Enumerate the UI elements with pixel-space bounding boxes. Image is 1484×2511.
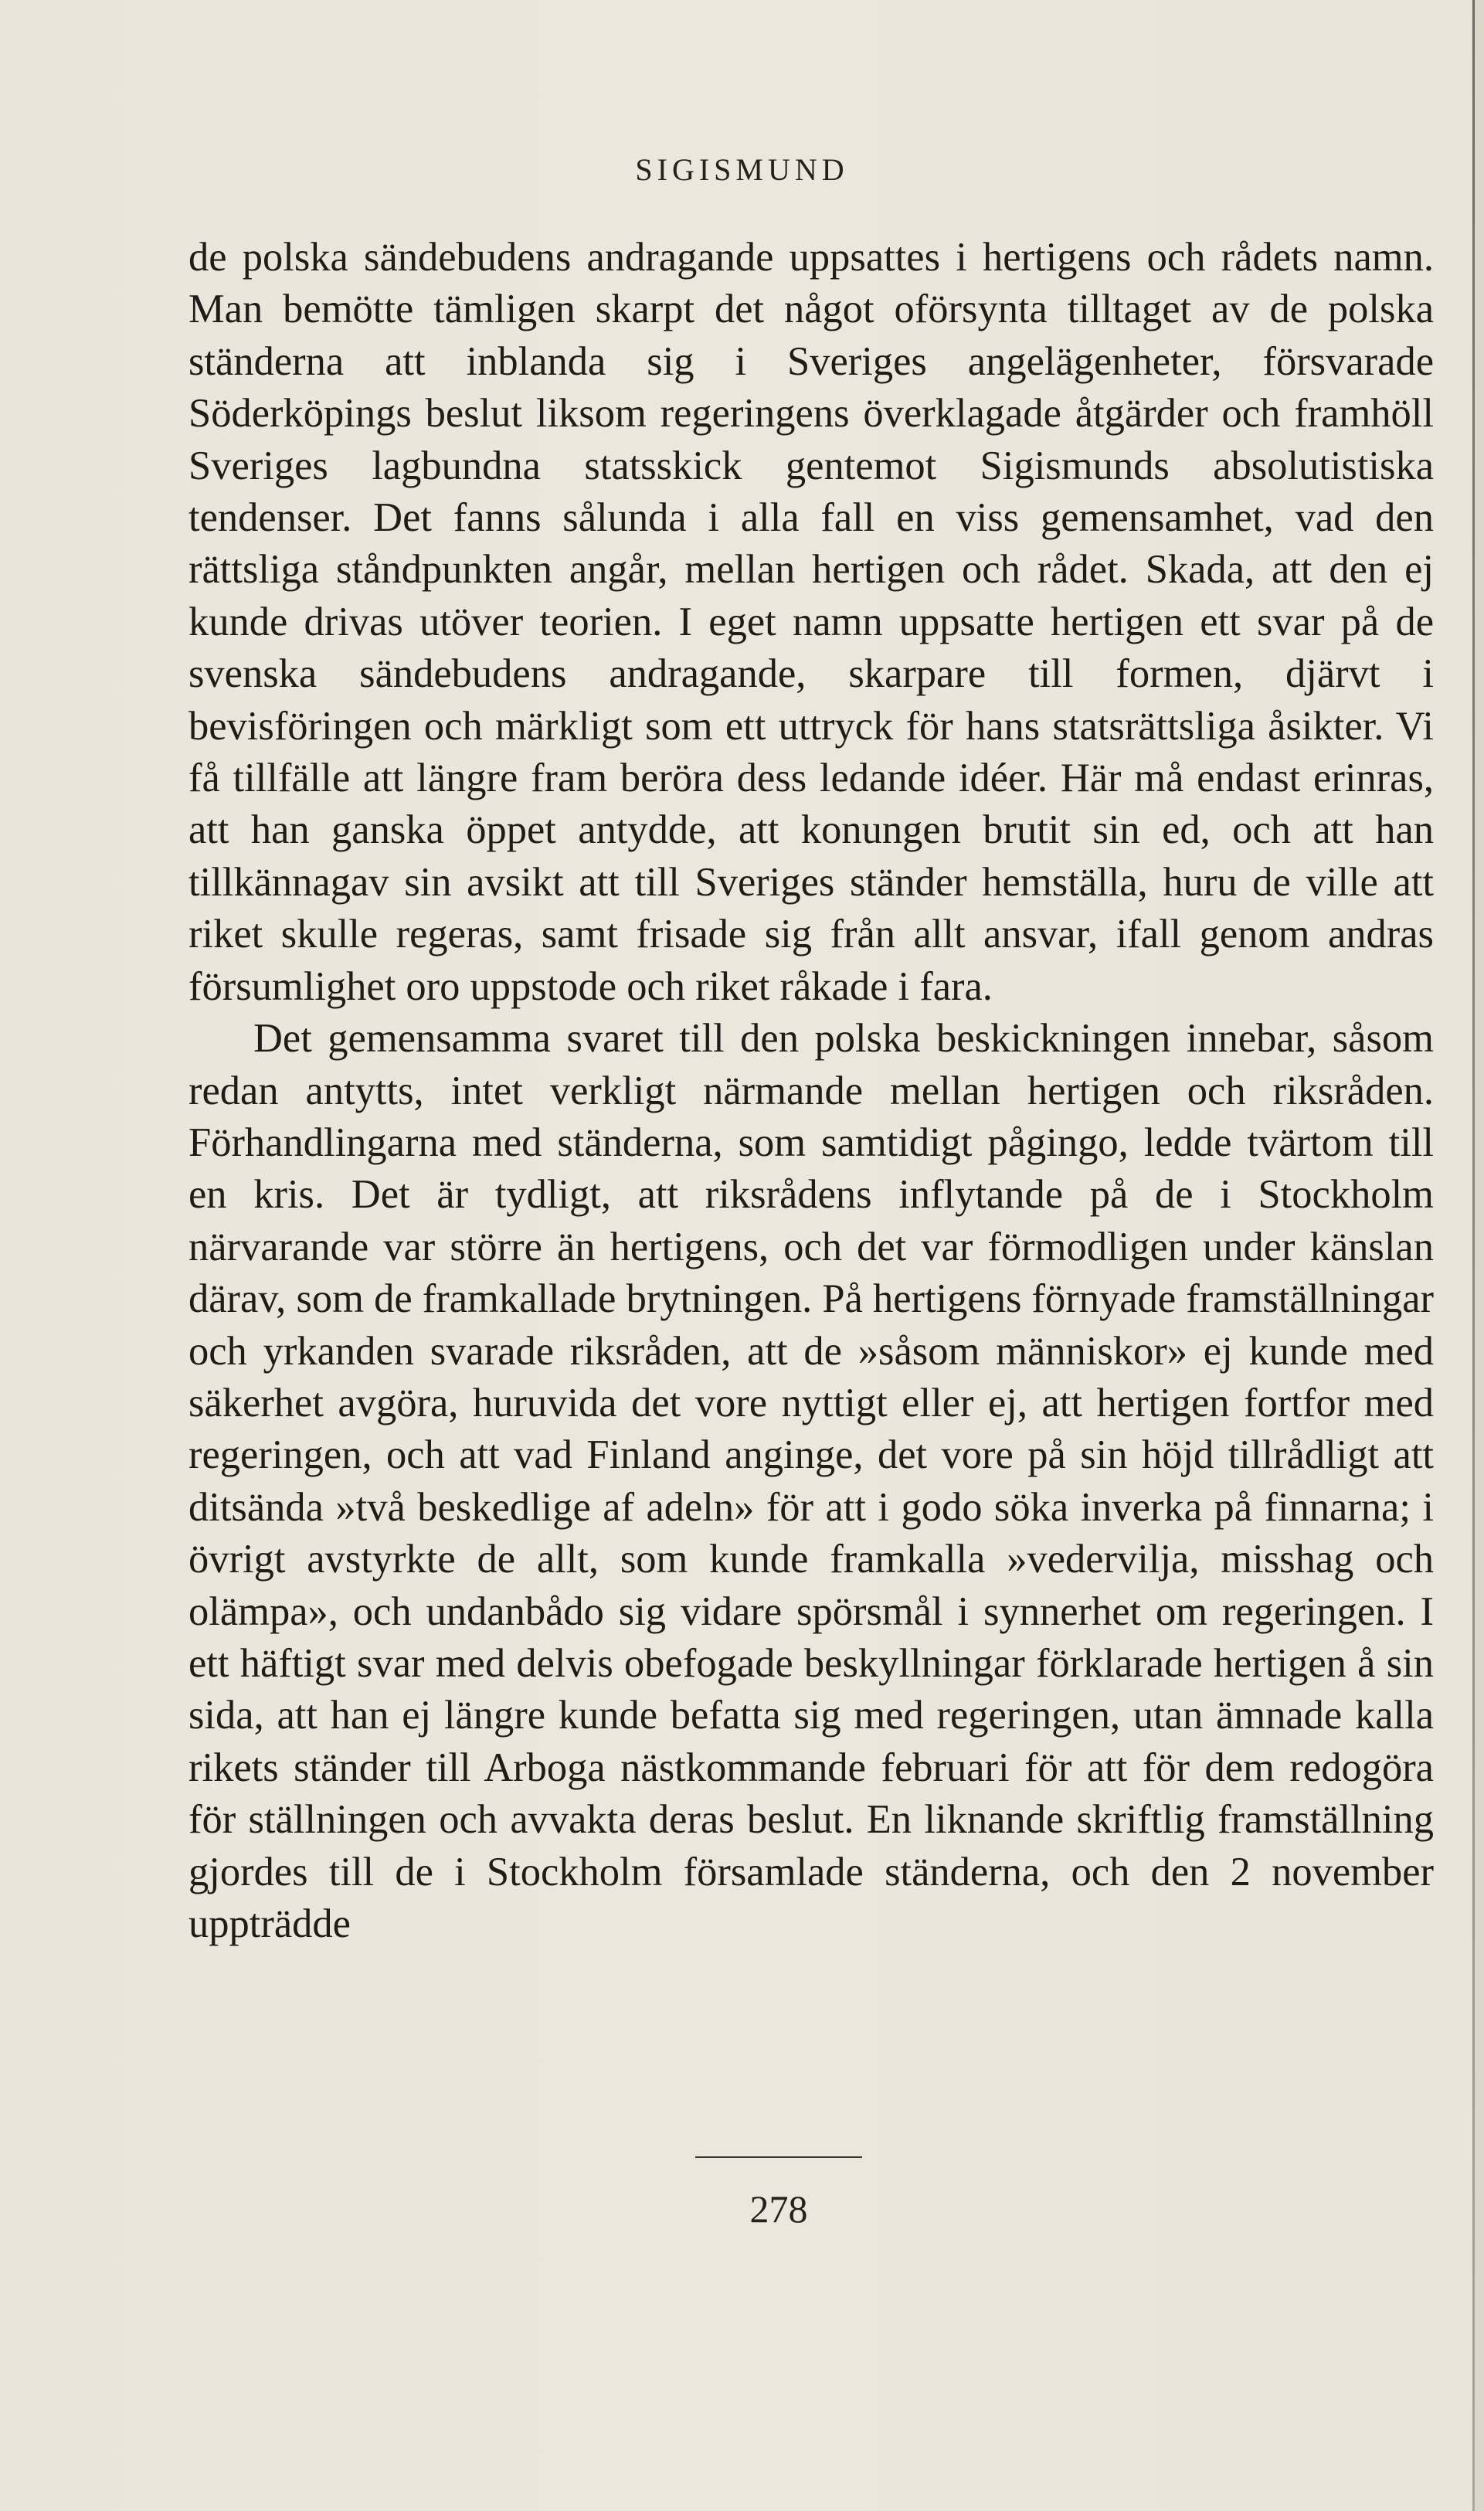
footer-rule [695, 2156, 862, 2158]
page-edge-shadow [1475, 0, 1484, 2511]
paragraph-2: Det gemensamma svaret till den polska beskickningen innebar, såsom redan antytts, intet verkligt närmande mellan hertigen och riksråden. Förhandlingarna med ständerna, som samtidigt pågingo, ledde tvärtom till en kris. Det är tydligt, att riksrådens inflytande på de i Stockholm närvarande var större än hertigens, och det var förmodligen under känslan därav, som de framkallade brytningen. På hertigens förnyade framställningar och yrkanden svarade riksråden, att de »såsom människor» ej kunde med säkerhet avgöra, huruvida det vore nyttigt eller ej, att hertigen fortfor med regeringen, och att vad Finland anginge, det vore på sin höjd tillrådligt att ditsända »två beskedlige af adeln» för att i godo söka inverka på finnarna; i övrigt avstyrkte de allt, som kunde framkalla »vedervilja, misshag och olämpa», och undanbådo sig vidare spörsmål i synnerhet om regeringen. I ett häftigt svar med delvis obefogade beskyllningar förklarade hertigen å sin sida, att han ej längre kunde befatta sig med regeringen, utan ämnade kalla rikets ständer till Arboga nästkommande februari för att för dem redogöra för ställningen och avvakta deras beslut. En liknande skriftlig framställning gjordes till de i Stockholm församlade ständerna, och den 2 november uppträdde [188, 1016, 1434, 1946]
body-text [188, 232, 1434, 1950]
page-number: 278 [749, 2187, 808, 2231]
paragraph-1: de polska sändebudens andragande uppsattes i hertigens och rådets namn. Man bemötte tämligen skarpt det något oförsynta tilltaget av de polska ständerna att inblanda sig i Sveriges angelägenheter, försvarade Söderköpings beslut liksom regeringens överklagade åtgärder och framhöll Sveriges lagbundna statsskick gentemot Sigismunds absolutistiska tendenser. Det fanns sålunda i alla fall en viss gemensamhet, vad den rättsliga ståndpunkten angår, mellan hertigen och rådet. Skada, att den ej kunde drivas utöver teorien. I eget namn uppsatte hertigen ett svar på de svenska sändebudens andragande, skarpare till formen, djärvt i bevisföringen och märkligt som ett uttryck för hans statsrättsliga åsikter. Vi få tillfälle att längre fram beröra dess ledande idéer. Här må endast erinras, att han ganska öppet antydde, att konungen brutit sin ed, och att han tillkännagav sin avsikt att till Sveriges ständer hemställa, huru de ville att riket skulle regeras, samt frisade sig från allt ansvar, ifall genom andras försumlighet oro uppstode och riket råkade i fara. [188, 235, 1434, 1009]
running-head: SIGISMUND [635, 152, 849, 187]
